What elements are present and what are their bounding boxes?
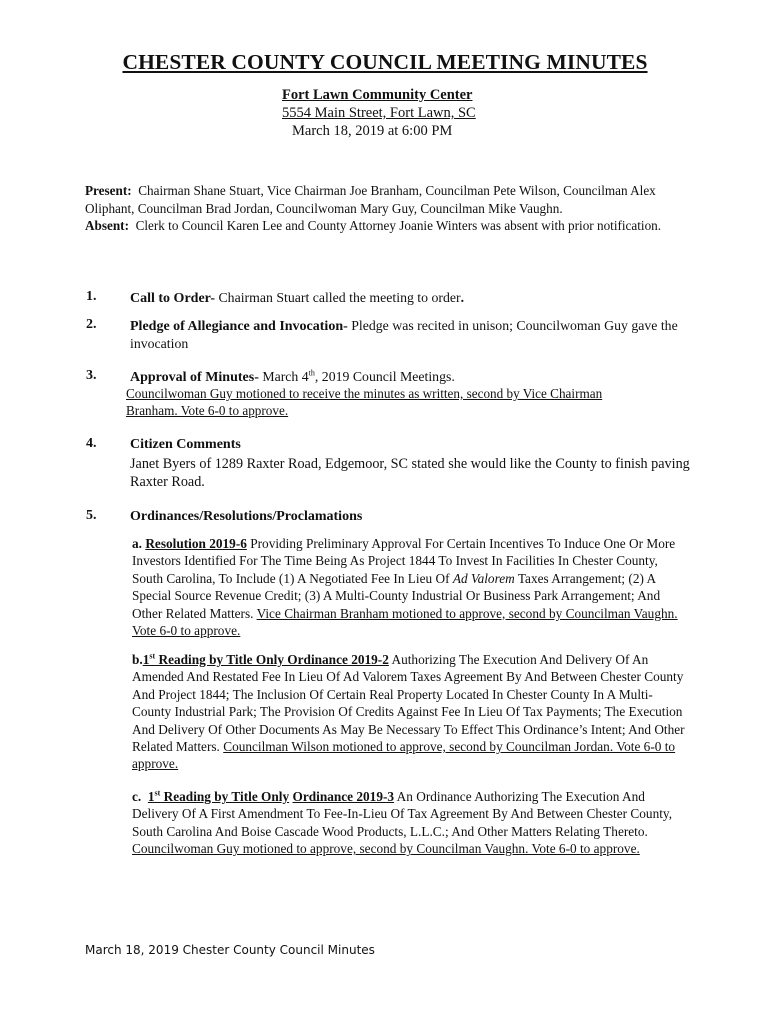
item-citizen-comments [130, 436, 690, 492]
ordinance-ref [143, 652, 389, 667]
item-text: March 4 [262, 369, 309, 384]
ordinal-suffix: st [149, 651, 156, 661]
resolution-ref: Resolution 2019-6 [145, 536, 247, 551]
motion-text: Councilman Wilson motioned to approve, second by Councilman Jordan. Vote 6-0 to approve. [132, 739, 676, 772]
reading-ref [148, 789, 289, 804]
subitem-c [128, 788, 688, 858]
motion-line: Councilwoman Guy motioned to receive the minutes as written, second by Vice Chairman [126, 386, 603, 401]
subitem-text [132, 788, 688, 858]
item-number: 4. [86, 436, 97, 451]
subitem-body: Providing Preliminary Approval For Certain Incentives To Induce One Or More Investors Identified For The Time Being As Project 1844 To Invest In Facilities In Chester County, South Carolina, To Include (1) A Negotiated Fee In Lieu Of [132, 536, 676, 586]
subitem-body: Authorizing The Execution And Delivery Of An Amended And Restated Fee In Lieu Of Ad Valorem Taxes Agreement By And Between Chester County And Project 1844; The Inclusion Of Certain Real Property Located In Chester County In A Multi-County Industrial Park; The Provision Of Credits Against Fee In Lieu Of Tax Payments; The Execution And Delivery Of Other Documents As May Be Necessary To Effect This Ordinance’s Intent; And Other Related Matters. [132, 652, 685, 755]
venue-name: Fort Lawn Community Center [282, 87, 473, 103]
absent-label: Absent: [85, 218, 129, 233]
item-number: 3. [86, 368, 97, 383]
subitem-a [128, 535, 688, 639]
subitem-b [128, 651, 688, 773]
present-line [85, 182, 695, 217]
reading-title: Reading by Title Only [160, 789, 290, 804]
present-label: Present: [85, 183, 132, 198]
item-approval-of-minutes [130, 368, 690, 386]
subitem-body: Taxes Arrangement; (2) A Special Source Revenue Credit; (3) A Multi-County Industrial Or Business Park Arrangement; And Other Related Matters. [132, 570, 661, 621]
item-call-to-order [130, 289, 690, 307]
item-heading: Citizen Comments [130, 437, 241, 452]
ordinal-suffix: st [154, 788, 161, 798]
ordinal-number: 1 [147, 789, 155, 804]
ordinance-title: Reading by Title Only Ordinance 2019-2 [155, 652, 389, 667]
item-number: 5. [86, 508, 97, 523]
meeting-datetime: March 18, 2019 at 6:00 PM [292, 123, 453, 139]
item-number: 1. [86, 289, 97, 304]
item-number: 2. [86, 317, 97, 332]
item-text: , 2019 Council Meetings. [314, 369, 455, 384]
subitem-italic: Ad Valorem [452, 570, 515, 586]
subitem-body: An Ordinance Authorizing The Execution And Delivery Of A First Amendment To Fee-In-Lieu Of Tax Agreement By And Between Chester County, South Carolina And Boise Cascade Wood Products, L.L.C.; And Other Matters Relating Thereto. [132, 789, 673, 839]
item-heading: Pledge of Allegiance and Invocation- [130, 319, 348, 334]
absent-line [85, 217, 695, 235]
subitem-text [132, 651, 688, 773]
ordinal-number: 1 [142, 652, 150, 667]
item-pledge [130, 317, 690, 352]
ordinance-ref: Ordinance 2019-3 [292, 789, 395, 804]
subitem-text [132, 535, 688, 639]
absent-text: Clerk to Council Karen Lee and County Attorney Joanie Winters was absent with prior notification. [135, 218, 662, 233]
item-text: Janet Byers of 1289 Raxter Road, Edgemoor, SC stated she would like the County to finish paving Raxter Road. [130, 455, 690, 490]
item-heading: Approval of Minutes- [130, 370, 259, 385]
item-end: . [460, 290, 465, 305]
meeting-venue-block [282, 86, 476, 140]
item-heading: Ordinances/Resolutions/Proclamations [130, 509, 363, 524]
page-footer: March 18, 2019 Chester County Council Minutes [85, 943, 375, 957]
item-heading: Call to Order- [130, 291, 216, 306]
attendance-block [85, 182, 695, 235]
item-text: Pledge was recited in unison; Councilwoman Guy gave the invocation [130, 318, 678, 351]
motion-line: Branham. Vote 6-0 to approve. [126, 403, 289, 418]
ordinal-suffix: th [308, 368, 315, 378]
subitem-letter: c. [132, 789, 142, 804]
item-text: Chairman Stuart called the meeting to order [218, 290, 461, 305]
motion-text: Vice Chairman Branham motioned to approve, second by Councilman Vaughn. Vote 6-0 to approve. [132, 605, 678, 639]
subitem-letter: b. [132, 652, 143, 667]
subitem-letter: a. [132, 536, 142, 551]
present-text: Chairman Shane Stuart, Vice Chairman Joe Branham, Councilman Pete Wilson, Councilman Alex Oliphant, Councilman Brad Jordan, Councilwoman Mary Guy, Councilman Mike Vaughn. [85, 183, 656, 216]
motion-text: Councilwoman Guy motioned to approve, second by Councilman Vaughn. Vote 6-0 to approve. [132, 841, 640, 857]
venue-address: 5554 Main Street, Fort Lawn, SC [282, 105, 476, 121]
document-title: CHESTER COUNTY COUNCIL MEETING MINUTES [122, 50, 648, 74]
